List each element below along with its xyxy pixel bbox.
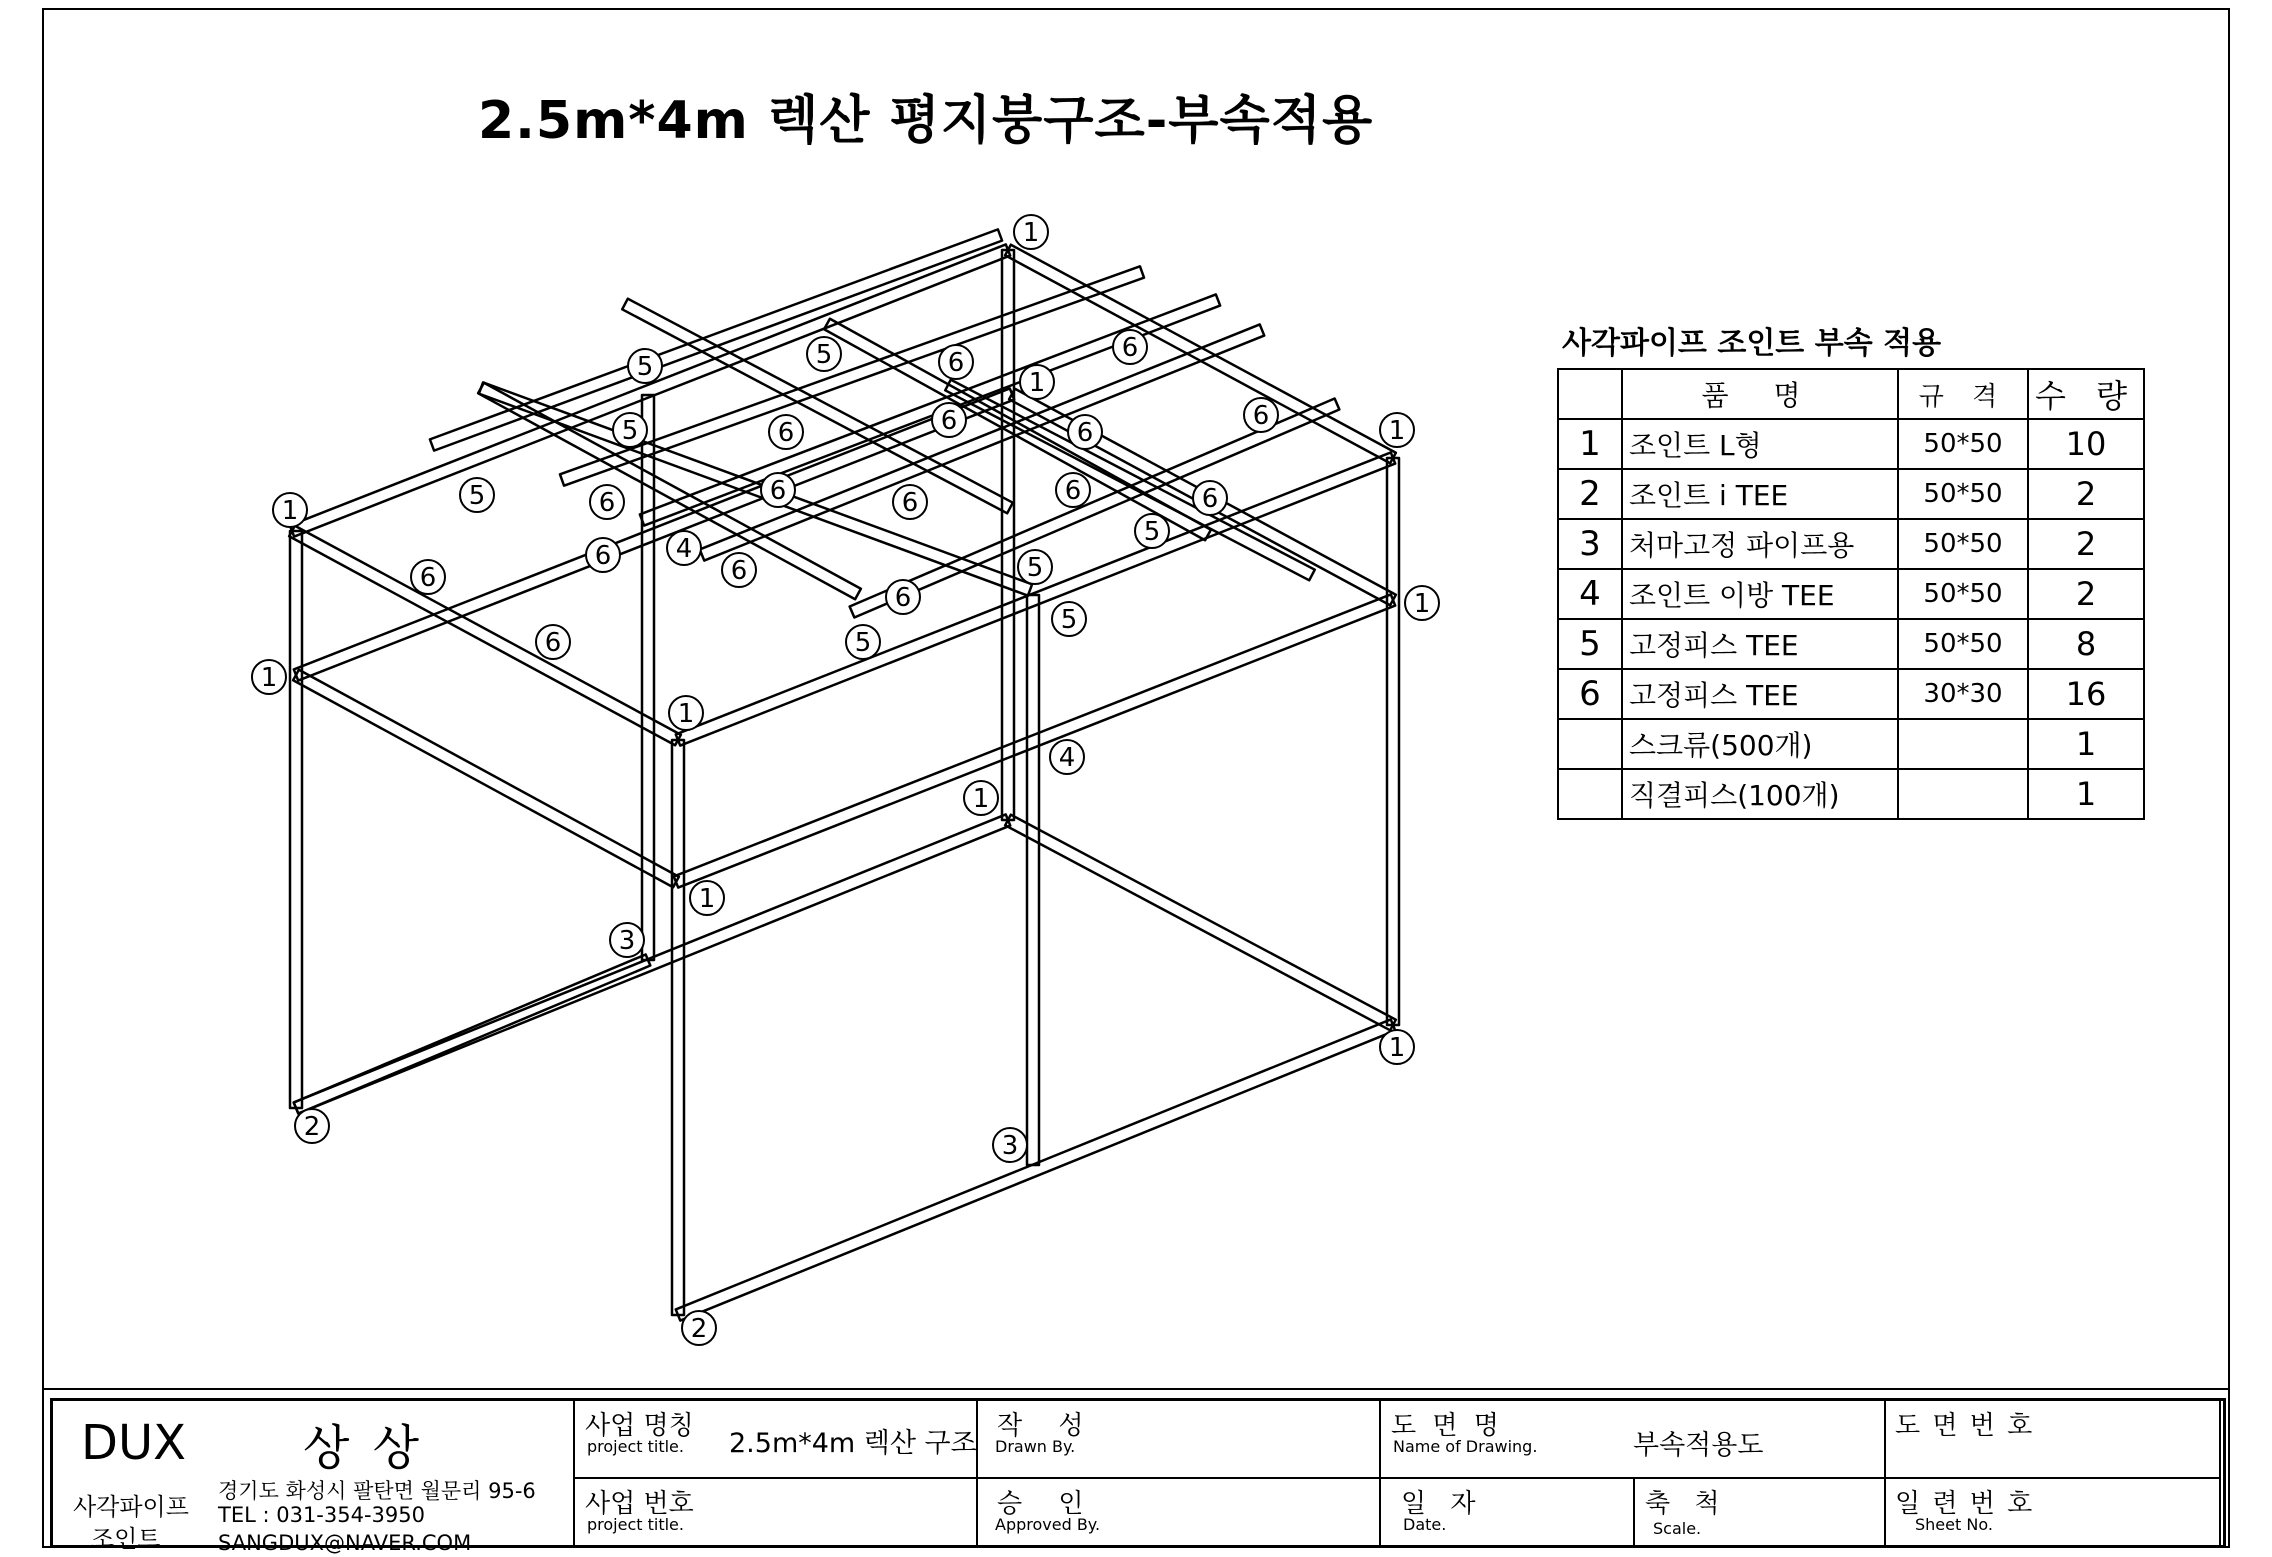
date-label: 일 자 <box>1401 1489 1484 1519</box>
callout-5 <box>846 625 880 659</box>
callout-number: 4 <box>675 534 693 564</box>
parts-row <box>1558 419 2144 469</box>
callout-6 <box>590 485 624 519</box>
callout-number: 6 <box>1064 476 1082 506</box>
header-name: 품 명 <box>1622 369 1898 419</box>
callout-number: 1 <box>972 784 990 814</box>
part-no: 2 <box>1558 469 1622 519</box>
callout-1 <box>1380 1030 1414 1064</box>
callout-number: 2 <box>303 1112 321 1142</box>
callout-6 <box>893 485 927 519</box>
part-no: 4 <box>1558 569 1622 619</box>
part-name: 조인트 i TEE <box>1622 469 1898 519</box>
callout-number: 5 <box>1060 605 1078 635</box>
frame-member <box>1387 458 1399 1025</box>
callout-number: 6 <box>901 488 919 518</box>
part-spec: 30*30 <box>1898 669 2028 719</box>
part-name: 고정피스 TEE <box>1622 669 1898 719</box>
callout-number: 6 <box>894 583 912 613</box>
callout-number: 3 <box>1001 1131 1019 1161</box>
callout-5 <box>1052 602 1086 636</box>
drawn-label-en: Drawn By. <box>995 1437 1076 1456</box>
callout-6 <box>932 403 966 437</box>
callout-1 <box>964 781 998 815</box>
callout-number: 1 <box>1413 589 1431 619</box>
header-no <box>1558 369 1622 419</box>
title-block <box>50 1398 2226 1555</box>
callout-6 <box>1068 415 1102 449</box>
callout-6 <box>939 345 973 379</box>
parts-row <box>1558 519 2144 569</box>
part-qty: 2 <box>2028 469 2144 519</box>
frame-member <box>676 1019 1396 1320</box>
approved-label-en: Approved By. <box>995 1515 1101 1534</box>
part-name: 스크류(500개) <box>1622 719 1898 769</box>
callout-5 <box>807 337 841 371</box>
callout-1 <box>1405 586 1439 620</box>
drawing-no-label: 도 면 번 호 <box>1895 1411 2035 1441</box>
drawing-name-label-en: Name of Drawing. <box>1393 1437 1538 1456</box>
callout-number: 6 <box>544 628 562 658</box>
part-name: 처마고정 파이프용 <box>1622 519 1898 569</box>
part-qty: 16 <box>2028 669 2144 719</box>
header-qty: 수 량 <box>2028 369 2144 419</box>
company-logo-text: DUX <box>81 1415 186 1471</box>
parts-row <box>1558 769 2144 819</box>
parts-row <box>1558 569 2144 619</box>
callout-6 <box>586 538 620 572</box>
callout-number: 6 <box>777 418 795 448</box>
parts-row <box>1558 469 2144 519</box>
company-email: SANGDUX@NAVER.COM <box>218 1531 472 1555</box>
divider <box>1884 1401 1886 1547</box>
header-spec: 규 격 <box>1898 369 2028 419</box>
callout-6 <box>886 580 920 614</box>
callout-number: 5 <box>1026 553 1044 583</box>
frame-member <box>294 954 651 1113</box>
date-label-en: Date. <box>1403 1515 1447 1534</box>
callout-number: 6 <box>419 563 437 593</box>
callout-5 <box>628 349 662 383</box>
callout-number: 6 <box>940 406 958 436</box>
callout-number: 6 <box>594 541 612 571</box>
part-qty: 1 <box>2028 769 2144 819</box>
callout-1 <box>669 696 703 730</box>
sheet-no-label-en: Sheet No. <box>1915 1515 1993 1534</box>
callout-1 <box>690 881 724 915</box>
parts-row <box>1558 719 2144 769</box>
callout-number: 6 <box>1252 401 1270 431</box>
parts-table-caption: 사각파이프 조인트 부속 적용 <box>1562 326 1942 361</box>
parts-table-header <box>1558 369 2144 419</box>
frame-member <box>1027 595 1039 1165</box>
callout-4 <box>667 531 701 565</box>
callout-6 <box>769 415 803 449</box>
callout-6 <box>761 473 795 507</box>
part-no: 3 <box>1558 519 1622 569</box>
part-qty: 8 <box>2028 619 2144 669</box>
frame-member <box>672 740 684 1315</box>
project-name-label: 사업 명칭 <box>585 1411 694 1441</box>
sheet-no-label: 일 련 번 호 <box>1895 1489 2035 1519</box>
callout-number: 5 <box>621 416 639 446</box>
callout-number: 5 <box>468 481 486 511</box>
callout-4 <box>1050 740 1084 774</box>
callout-6 <box>536 625 570 659</box>
callout-number: 6 <box>1201 484 1219 514</box>
callout-number: 1 <box>698 884 716 914</box>
callout-6 <box>722 553 756 587</box>
callout-number: 6 <box>1076 418 1094 448</box>
callout-number: 1 <box>260 663 278 693</box>
part-no: 5 <box>1558 619 1622 669</box>
callout-number: 5 <box>815 340 833 370</box>
frame-member <box>1005 245 1396 464</box>
callout-1 <box>1014 215 1048 249</box>
callout-6 <box>1056 473 1090 507</box>
project-no-label: 사업 번호 <box>585 1489 694 1519</box>
divider <box>573 1477 2219 1479</box>
callout-6 <box>1193 481 1227 515</box>
part-qty: 1 <box>2028 719 2144 769</box>
company-subtitle-2: 조인트 <box>91 1525 161 1553</box>
part-spec: 50*50 <box>1898 569 2028 619</box>
callout-number: 6 <box>598 488 616 518</box>
project-name-value: 2.5m*4m 렉산 구조 <box>729 1428 977 1459</box>
frame-member <box>1002 250 1014 820</box>
part-spec: 50*50 <box>1898 419 2028 469</box>
divider <box>2219 1401 2221 1547</box>
part-no <box>1558 719 1622 769</box>
frame-member <box>1005 815 1396 1031</box>
drawn-label: 작 성 <box>997 1411 1098 1441</box>
callout-3 <box>610 923 644 957</box>
part-spec: 50*50 <box>1898 469 2028 519</box>
callout-number: 6 <box>947 348 965 378</box>
company-name-kr: 상 상 <box>303 1420 423 1476</box>
parts-row <box>1558 619 2144 669</box>
callout-1 <box>273 493 307 527</box>
callout-5 <box>1135 514 1169 548</box>
callout-number: 5 <box>1143 517 1161 547</box>
callout-number: 1 <box>1388 416 1406 446</box>
divider <box>1633 1477 1635 1547</box>
project-name-label-en: project title. <box>587 1437 684 1456</box>
part-no <box>1558 769 1622 819</box>
callout-number: 1 <box>281 496 299 526</box>
callout-number: 3 <box>618 926 636 956</box>
frame-member <box>294 814 1010 1113</box>
drawing-name-value: 부속적용도 <box>1633 1430 1764 1461</box>
divider <box>1379 1401 1381 1547</box>
parts-table <box>1557 368 2145 820</box>
company-address: 경기도 화성시 팔탄면 월문리 95-6 <box>218 1479 536 1503</box>
callout-number: 6 <box>730 556 748 586</box>
callout-5 <box>613 413 647 447</box>
callout-3 <box>993 1128 1027 1162</box>
callout-2 <box>295 1109 329 1143</box>
callout-number: 1 <box>1388 1033 1406 1063</box>
callout-number: 2 <box>690 1314 708 1344</box>
callout-number: 1 <box>677 699 695 729</box>
drawing-title: 2.5m*4m 렉산 평지붕구조-부속적용 <box>478 91 1374 151</box>
part-spec <box>1898 719 2028 769</box>
frame-member <box>290 531 302 1108</box>
part-qty: 2 <box>2028 519 2144 569</box>
callout-1 <box>1380 413 1414 447</box>
company-subtitle-1: 사각파이프 <box>73 1493 189 1521</box>
callout-number: 1 <box>1022 218 1040 248</box>
callout-number: 5 <box>854 628 872 658</box>
scale-label-en: Scale. <box>1653 1519 1702 1538</box>
callout-number: 6 <box>769 476 787 506</box>
part-name: 조인트 이방 TEE <box>1622 569 1898 619</box>
callout-6 <box>1244 398 1278 432</box>
part-name: 고정피스 TEE <box>1622 619 1898 669</box>
callout-number: 1 <box>1028 368 1046 398</box>
scale-label: 축 척 <box>1645 1489 1728 1519</box>
frame-member <box>674 594 1395 887</box>
part-no: 6 <box>1558 669 1622 719</box>
callout-number: 6 <box>1121 333 1139 363</box>
callout-1 <box>1020 365 1054 399</box>
part-spec <box>1898 769 2028 819</box>
part-spec: 50*50 <box>1898 519 2028 569</box>
part-name: 조인트 L형 <box>1622 419 1898 469</box>
part-qty: 10 <box>2028 419 2144 469</box>
callout-5 <box>460 478 494 512</box>
divider <box>573 1401 575 1547</box>
callout-1 <box>252 660 286 694</box>
callout-6 <box>1113 330 1147 364</box>
callout-number: 5 <box>636 352 654 382</box>
drawing-name-label: 도 면 명 <box>1391 1411 1503 1441</box>
frame-member <box>824 319 1211 540</box>
part-no: 1 <box>1558 419 1622 469</box>
frame-member <box>289 526 681 746</box>
callout-6 <box>411 560 445 594</box>
callout-number: 4 <box>1058 743 1076 773</box>
part-name: 직결피스(100개) <box>1622 769 1898 819</box>
callout-2 <box>682 1311 716 1345</box>
callout-5 <box>1018 550 1052 584</box>
part-spec: 50*50 <box>1898 619 2028 669</box>
part-qty: 2 <box>2028 569 2144 619</box>
parts-row <box>1558 669 2144 719</box>
company-tel: TEL : 031-354-3950 <box>218 1503 425 1527</box>
approved-label: 승 인 <box>997 1489 1098 1519</box>
project-no-label-en: project title. <box>587 1515 684 1534</box>
